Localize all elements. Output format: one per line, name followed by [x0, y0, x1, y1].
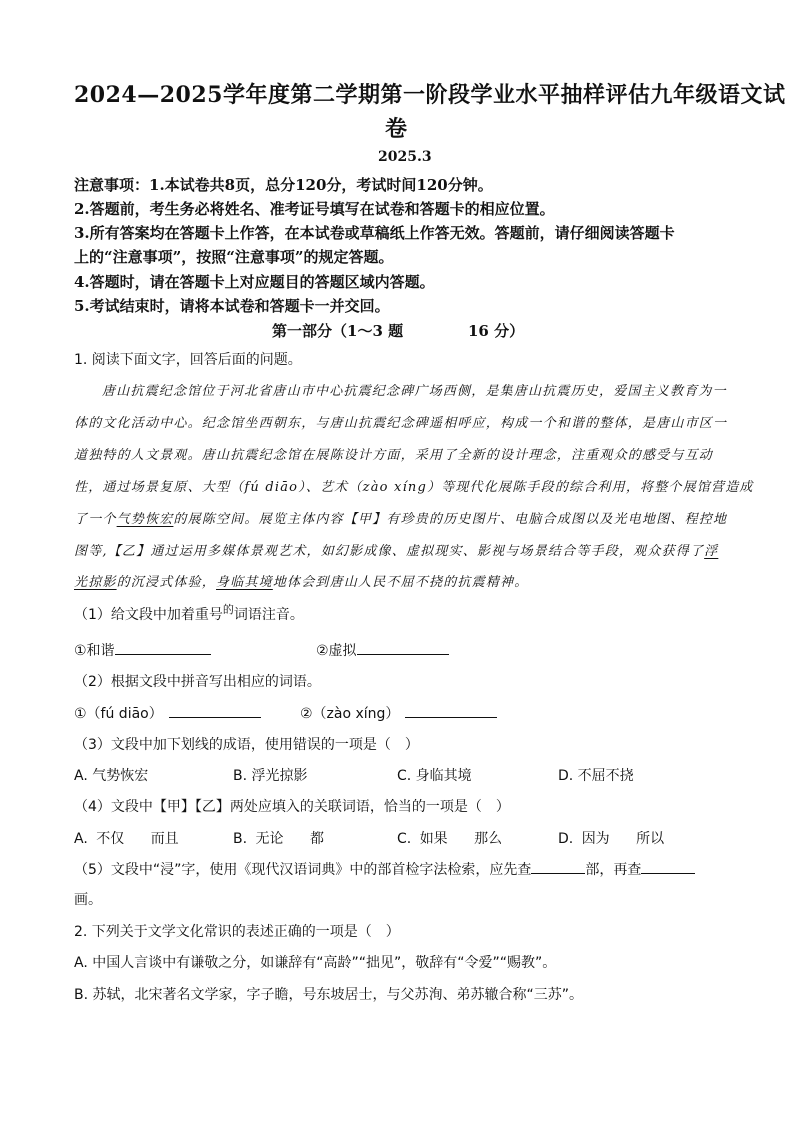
passage-line-5-a: 了一个 [74, 512, 117, 527]
sub1-item-1-label: ①和谐 [74, 643, 115, 659]
sub3-option-b: B. 浮光掠影 [233, 768, 308, 784]
sub3-option-d: D. 不屈不挠 [558, 768, 634, 784]
sub4-option-a [74, 828, 179, 848]
sub2-item-2 [300, 703, 497, 723]
sub4-option-c-word1: 如果 [419, 831, 448, 847]
passage-line-5-b: 的展陈空间。展览主体内容【甲】有珍贵的历史图片、电脑合成图以及光电地图、程控地 [173, 512, 728, 527]
sub4-option-d-word2: 所以 [636, 831, 665, 847]
sub1-item-1 [74, 640, 211, 660]
note-3: 3.所有答案均在答题卡上作答，在本试卷或草稿纸上作答无效。答题前，请仔细阅读答题卡 [74, 224, 675, 242]
subquestion-1-b: 词语注音。 [233, 607, 304, 623]
sub2-item-1-label: ①（fú diāo） [74, 706, 163, 722]
passage-line-2: 体的文化活动中心。纪念馆坐西朝东，与唐山抗震纪念碑遥相呼应，构成一个和谐的整体，是唐山市区一 [74, 416, 728, 431]
exam-title-line1: 2024—2025学年度第二学期第一阶段学业水平抽样评估九年级语文试 [74, 82, 786, 108]
answer-blank-huashu[interactable] [641, 859, 695, 874]
sub4-option-d-word1: 因为 [581, 831, 610, 847]
note-1: 注意事项：1.本试卷共8页，总分120分，考试时间120分钟。 [74, 176, 493, 194]
subquestion-5-end: 画。 [74, 892, 102, 908]
note-5: 5.考试结束时，请将本试卷和答题卡一并交回。 [74, 297, 390, 315]
subquestion-2: （2）根据文段中拼音写出相应的词语。 [74, 674, 321, 690]
idiom-fuguangluying-part2: 光掠影 [74, 575, 117, 590]
idiom-qishihuihong: 气势恢宏 [116, 512, 174, 527]
note-3-cont: 上的“注意事项”，按照“注意事项”的规定答题。 [74, 248, 394, 266]
idiom-shenlinqijing: 身临其境 [216, 575, 273, 590]
sub3-option-c: C. 身临其境 [397, 768, 472, 784]
sub2-item-2-label: ②（zào xíng） [300, 706, 400, 722]
sub4-option-a-label: A. [74, 831, 88, 847]
passage-line-4: 性，通过场景复原、大型（fú diāo）、艺术（zào xíng）等现代化展陈手段的综合利用，将整个展馆营造成 [74, 480, 754, 495]
passage-line-7-b: 地体会到唐山人民不屈不挠的抗震精神。 [272, 575, 529, 590]
passage-line-1: 唐山抗震纪念馆位于河北省唐山市中心抗震纪念碑广场西侧，是集唐山抗震历史，爱国主义教育为一 [102, 384, 727, 399]
sub4-option-b-word1: 无论 [255, 831, 284, 847]
sub4-option-c [397, 828, 502, 848]
question-1-stem: 1. 阅读下面文字，回答后面的问题。 [74, 352, 302, 368]
sub4-option-d-label: D. [558, 831, 574, 847]
idiom-fuguangluying-part1: 浮 [704, 544, 719, 559]
passage-line-7 [74, 571, 528, 590]
subquestion-5-a: （5）文段中“浸”字，使用《现代汉语词典》中的部首检字法检索，应先查 [74, 862, 532, 878]
answer-blank-zaoxing[interactable] [405, 703, 497, 718]
sub2-item-1 [74, 703, 261, 723]
note-4: 4.答题时，请在答题卡上对应题目的答题区域内答题。 [74, 273, 435, 291]
sub4-option-d [558, 828, 664, 848]
sub4-option-a-word2: 而且 [150, 831, 179, 847]
sub3-option-a: A. 气势恢宏 [74, 768, 149, 784]
question-2-stem: 2. 下列关于文学文化常识的表述正确的一项是（ ） [74, 924, 400, 940]
answer-blank-bushou[interactable] [531, 859, 585, 874]
sub1-item-2 [316, 640, 449, 660]
passage-line-5 [74, 508, 727, 527]
subquestion-5 [74, 859, 695, 879]
exam-date: 2025.3 [378, 149, 432, 165]
section-heading-b: 16 分） [468, 322, 525, 340]
passage-line-3: 道独特的人文景观。唐山抗震纪念馆在展陈设计方面，采用了全新的设计理念，注重观众的感受与互动 [74, 448, 714, 463]
passage-line-6 [74, 540, 718, 559]
subquestion-1 [74, 604, 304, 624]
exam-title-line2: 卷 [385, 116, 408, 142]
section-heading-a: 第一部分（1～3 题 [272, 322, 404, 340]
answer-blank-xuni[interactable] [357, 640, 449, 655]
answer-blank-hexie[interactable] [115, 640, 211, 655]
question-2-option-b: B. 苏轼，北宋著名文学家，字子瞻，号东坡居士，与父苏洵、弟苏辙合称“三苏”。 [74, 987, 584, 1003]
subquestion-1-sup: 的 [222, 603, 234, 616]
subquestion-1-a: （1）给文段中加着重号 [74, 607, 223, 623]
sub4-option-b-label: B. [233, 831, 248, 847]
sub4-option-b [233, 828, 324, 848]
sub1-item-2-label: ②虚拟 [316, 643, 357, 659]
subquestion-3: （3）文段中加下划线的成语，使用错误的一项是（ ） [74, 737, 419, 753]
subquestion-5-b: 部，再查 [585, 862, 642, 878]
passage-line-6-a: 图等,【乙】通过运用多媒体景观艺术，如幻影成像、虚拟现实、影视与场景结合等手段，观众获得了 [74, 544, 705, 559]
note-2: 2.答题前，考生务必将姓名、准考证号填写在试卷和答题卡的相应位置。 [74, 200, 555, 218]
sub4-option-b-word2: 都 [309, 831, 324, 847]
passage-line-7-a: 的沉浸式体验， [116, 575, 217, 590]
answer-blank-fudiao[interactable] [169, 703, 261, 718]
sub4-option-c-word2: 那么 [474, 831, 503, 847]
subquestion-4: （4）文段中【甲】【乙】两处应填入的关联词语，恰当的一项是（ ） [74, 799, 510, 815]
sub4-option-a-word1: 不仅 [96, 831, 125, 847]
question-2-option-a: A. 中国人言谈中有谦敬之分，如谦辞有“高龄”“拙见”，敬辞有“令爱”“赐教”。 [74, 955, 557, 971]
sub4-option-c-label: C. [397, 831, 412, 847]
